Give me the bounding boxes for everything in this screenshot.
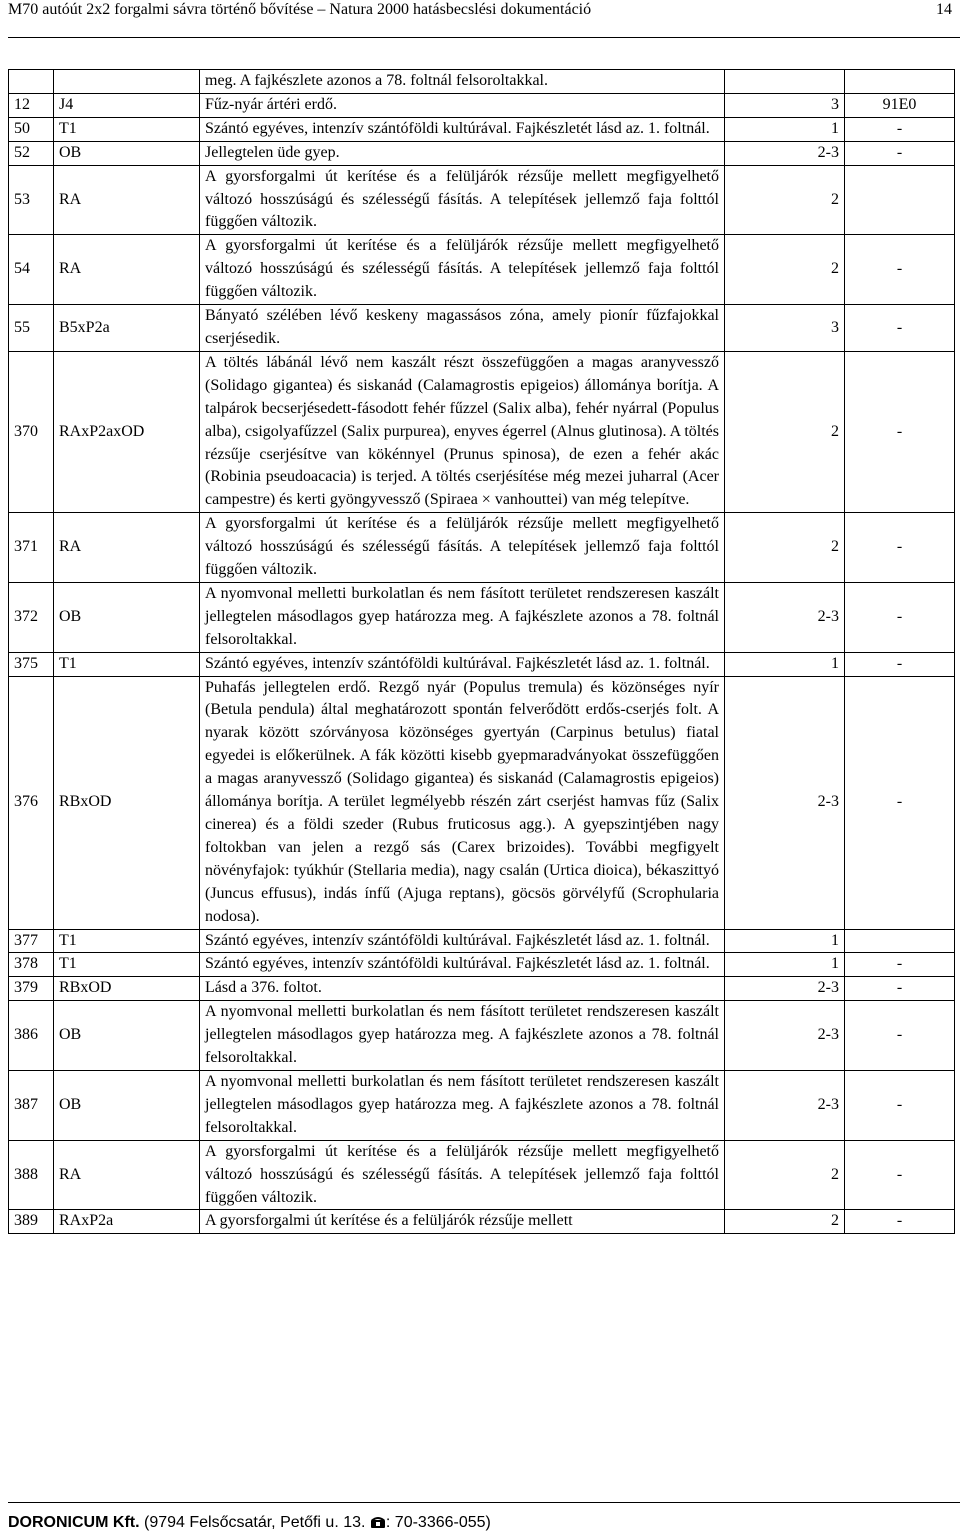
habitat-id-cell: 375 bbox=[9, 652, 54, 676]
habitat-table-body bbox=[9, 70, 955, 1234]
habitat-id-cell: 387 bbox=[9, 1070, 54, 1140]
table-row bbox=[9, 582, 955, 652]
natura-code-cell bbox=[845, 165, 955, 235]
natura-code-cell: - bbox=[845, 235, 955, 305]
page-number: 14 bbox=[936, 1, 952, 18]
habitat-id-cell: 54 bbox=[9, 235, 54, 305]
habitat-value-cell: 3 bbox=[725, 305, 845, 352]
habitat-code-cell: OB bbox=[54, 582, 200, 652]
habitat-value-cell: 2-3 bbox=[725, 676, 845, 929]
habitat-code-cell: RAxP2axOD bbox=[54, 351, 200, 512]
natura-code-cell: - bbox=[845, 953, 955, 977]
natura-code-cell: - bbox=[845, 513, 955, 583]
habitat-code-cell: RA bbox=[54, 513, 200, 583]
habitat-value-cell: 2-3 bbox=[725, 582, 845, 652]
footer-address: (9794 Felsőcsatár, Petőfi u. 13. bbox=[139, 1514, 370, 1531]
habitat-code-cell: RA bbox=[54, 1140, 200, 1210]
habitat-id-cell: 376 bbox=[9, 676, 54, 929]
habitat-value-cell: 1 bbox=[725, 117, 845, 141]
habitat-id-cell: 388 bbox=[9, 1140, 54, 1210]
table-row bbox=[9, 351, 955, 512]
habitat-code-cell: T1 bbox=[54, 929, 200, 953]
habitat-description-cell: Bányató szélében lévő keskeny magassásos zóna, amely pionír fűzfajokkal cserjésedik. bbox=[200, 305, 725, 352]
table-row bbox=[9, 235, 955, 305]
habitat-value-cell: 3 bbox=[725, 93, 845, 117]
natura-code-cell: - bbox=[845, 977, 955, 1001]
habitat-value-cell: 2 bbox=[725, 513, 845, 583]
habitat-value-cell: 1 bbox=[725, 929, 845, 953]
natura-code-cell: - bbox=[845, 141, 955, 165]
habitat-id-cell: 55 bbox=[9, 305, 54, 352]
table-row bbox=[9, 141, 955, 165]
footer-phone: : 70-3366-055) bbox=[385, 1514, 491, 1531]
habitat-code-cell: RBxOD bbox=[54, 977, 200, 1001]
natura-code-cell bbox=[845, 929, 955, 953]
habitat-description-cell: A gyorsforgalmi út kerítése és a felüljárók rézsűje mellett megfigyelhető változó hosszúságú és szélességű fásítás. A telepítések jellemző faja folttól függően változik. bbox=[200, 513, 725, 583]
habitat-description-cell: Fűz-nyár ártéri erdő. bbox=[200, 93, 725, 117]
habitat-id-cell: 371 bbox=[9, 513, 54, 583]
phone-icon bbox=[370, 1515, 386, 1535]
natura-code-cell: - bbox=[845, 351, 955, 512]
habitat-code-cell: T1 bbox=[54, 652, 200, 676]
document-title: M70 autóút 2x2 forgalmi sávra történő bővítése – Natura 2000 hatásbecslési dokumentáció bbox=[8, 1, 592, 18]
table-row bbox=[9, 1140, 955, 1210]
table-row bbox=[9, 117, 955, 141]
habitat-description-cell: A nyomvonal melletti burkolatlan és nem fásított területet rendszeresen kaszált jellegtelen másodlagos gyep határozza meg. A fajkészlete azonos a 78. foltnál felsoroltakkal. bbox=[200, 582, 725, 652]
habitat-code-cell: T1 bbox=[54, 117, 200, 141]
habitat-description-cell: A gyorsforgalmi út kerítése és a felüljárók rézsűje mellett megfigyelhető változó hosszúságú és szélességű fásítás. A telepítések jellemző faja folttól függően változik. bbox=[200, 165, 725, 235]
habitat-id-cell: 52 bbox=[9, 141, 54, 165]
habitat-id-cell: 370 bbox=[9, 351, 54, 512]
habitat-description-cell: A gyorsforgalmi út kerítése és a felüljárók rézsűje mellett megfigyelhető változó hosszúságú és szélességű fásítás. A telepítések jellemző faja folttól függően változik. bbox=[200, 235, 725, 305]
habitat-description-cell: Lásd a 376. foltot. bbox=[200, 977, 725, 1001]
habitat-code-cell: T1 bbox=[54, 953, 200, 977]
habitat-value-cell: 2 bbox=[725, 351, 845, 512]
table-row bbox=[9, 70, 955, 94]
habitat-value-cell: 2 bbox=[725, 165, 845, 235]
page-header bbox=[8, 0, 960, 38]
habitat-id-cell: 386 bbox=[9, 1001, 54, 1071]
habitat-description-cell: A töltés lábánál lévő nem kaszált részt összefüggően a magas aranyvessző (Solidago gigantea) és siskanád (Calamagrostis epigeios) állománya borítja. A talpárok becserjésedett-fásodott fehér fűzzel (Salix alba), fehér nyárral (Populus alba), csigolyafűzzel (Salix purpurea), enyves égerrel (Alnus glutinosa). A töltés rézsűje cserjésítve van kökénnyel (Prunus spinosa), de ezen a fehér akác (Robinia pseudoacacia) is terjed. A töltés cserjésítése még mezei juharral (Acer campestre) és kerti gyöngyvessző (Spiraea × vanhouttei) van még telepítve. bbox=[200, 351, 725, 512]
natura-code-cell: - bbox=[845, 305, 955, 352]
habitat-value-cell: 2-3 bbox=[725, 141, 845, 165]
habitat-value-cell: 2-3 bbox=[725, 977, 845, 1001]
habitat-value-cell: 2 bbox=[725, 1210, 845, 1234]
natura-code-cell: 91E0 bbox=[845, 93, 955, 117]
table-row bbox=[9, 305, 955, 352]
table-row bbox=[9, 93, 955, 117]
habitat-description-cell: Jellegtelen üde gyep. bbox=[200, 141, 725, 165]
table-row bbox=[9, 1210, 955, 1234]
habitat-code-cell: RA bbox=[54, 165, 200, 235]
habitat-code-cell bbox=[54, 70, 200, 94]
habitat-id-cell: 12 bbox=[9, 93, 54, 117]
habitat-value-cell: 1 bbox=[725, 953, 845, 977]
habitat-description-cell: A gyorsforgalmi út kerítése és a felüljárók rézsűje mellett bbox=[200, 1210, 725, 1234]
habitat-value-cell: 2-3 bbox=[725, 1070, 845, 1140]
table-row bbox=[9, 1001, 955, 1071]
habitat-description-cell: Szántó egyéves, intenzív szántóföldi kultúrával. Fajkészletét lásd az. 1. foltnál. bbox=[200, 953, 725, 977]
habitat-id-cell: 53 bbox=[9, 165, 54, 235]
habitat-code-cell: OB bbox=[54, 141, 200, 165]
habitat-description-cell: Szántó egyéves, intenzív szántóföldi kultúrával. Fajkészletét lásd az. 1. foltnál. bbox=[200, 652, 725, 676]
habitat-description-cell: A nyomvonal melletti burkolatlan és nem fásított területet rendszeresen kaszált jellegtelen másodlagos gyep határozza meg. A fajkészlete azonos a 78. foltnál felsoroltakkal. bbox=[200, 1070, 725, 1140]
natura-code-cell: - bbox=[845, 1070, 955, 1140]
habitat-code-cell: RBxOD bbox=[54, 676, 200, 929]
habitat-code-cell: J4 bbox=[54, 93, 200, 117]
habitat-table bbox=[8, 69, 955, 1234]
table-row bbox=[9, 513, 955, 583]
habitat-id-cell: 377 bbox=[9, 929, 54, 953]
habitat-id-cell: 50 bbox=[9, 117, 54, 141]
table-row bbox=[9, 652, 955, 676]
natura-code-cell: - bbox=[845, 582, 955, 652]
page-footer bbox=[8, 1502, 960, 1531]
natura-code-cell: - bbox=[845, 1140, 955, 1210]
natura-code-cell: - bbox=[845, 676, 955, 929]
footer-contact bbox=[8, 1513, 491, 1535]
habitat-value-cell: 2 bbox=[725, 235, 845, 305]
habitat-id-cell: 379 bbox=[9, 977, 54, 1001]
natura-code-cell: - bbox=[845, 117, 955, 141]
natura-code-cell bbox=[845, 70, 955, 94]
table-row bbox=[9, 165, 955, 235]
table-row bbox=[9, 929, 955, 953]
habitat-description-cell: A nyomvonal melletti burkolatlan és nem fásított területet rendszeresen kaszált jellegtelen másodlagos gyep határozza meg. A fajkészlete azonos a 78. foltnál felsoroltakkal. bbox=[200, 1001, 725, 1071]
habitat-id-cell: 378 bbox=[9, 953, 54, 977]
natura-code-cell: - bbox=[845, 652, 955, 676]
habitat-description-cell: Szántó egyéves, intenzív szántóföldi kultúrával. Fajkészletét lásd az. 1. foltnál. bbox=[200, 929, 725, 953]
habitat-code-cell: OB bbox=[54, 1070, 200, 1140]
habitat-code-cell: B5xP2a bbox=[54, 305, 200, 352]
table-row bbox=[9, 977, 955, 1001]
habitat-id-cell: 372 bbox=[9, 582, 54, 652]
table-row bbox=[9, 676, 955, 929]
footer-company: DORONICUM Kft. bbox=[8, 1514, 140, 1531]
habitat-id-cell: 389 bbox=[9, 1210, 54, 1234]
habitat-value-cell bbox=[725, 70, 845, 94]
habitat-description-cell: A gyorsforgalmi út kerítése és a felüljárók rézsűje mellett megfigyelhető változó hosszúságú és szélességű fásítás. A telepítések jellemző faja folttól függően változik. bbox=[200, 1140, 725, 1210]
table-row bbox=[9, 953, 955, 977]
natura-code-cell: - bbox=[845, 1001, 955, 1071]
natura-code-cell: - bbox=[845, 1210, 955, 1234]
habitat-code-cell: RA bbox=[54, 235, 200, 305]
habitat-code-cell: RAxP2a bbox=[54, 1210, 200, 1234]
habitat-value-cell: 2 bbox=[725, 1140, 845, 1210]
habitat-code-cell: OB bbox=[54, 1001, 200, 1071]
habitat-value-cell: 1 bbox=[725, 652, 845, 676]
habitat-description-cell: Puhafás jellegtelen erdő. Rezgő nyár (Populus tremula) és közönséges nyír (Betula pendula) által meghatározott spontán felverődött erdős-cserjés folt. A nyarak között szórványosa közönséges gyertyán (Carpinus betulus) fiatal egyedei is előkerülnek. A fák közötti kisebb gyepmaradványokat összefüggően a magas aranyvessző (Solidago gigantea) és siskanád (Calamagrostis epigeios) állománya borítja. A terület legmélyebb részén zárt cserjést hamvas fűz (Salix cinerea) és a földi szeder (Rubus fruticosus agg.). A gyepszintjében nagy foltokban van jelen a rezgő sás (Carex brizoides). További megfigyelt növényfajok: tyúkhúr (Stellaria media), nagy csalán (Urtica dioica), békaszittyó (Juncus effusus), indás ínfű (Ajuga reptans), göcsös görvélyfű (Scrophularia nodosa). bbox=[200, 676, 725, 929]
habitat-id-cell bbox=[9, 70, 54, 94]
habitat-value-cell: 2-3 bbox=[725, 1001, 845, 1071]
habitat-description-cell: meg. A fajkészlete azonos a 78. foltnál felsoroltakkal. bbox=[200, 70, 725, 94]
habitat-description-cell: Szántó egyéves, intenzív szántóföldi kultúrával. Fajkészletét lásd az. 1. foltnál. bbox=[200, 117, 725, 141]
table-row bbox=[9, 1070, 955, 1140]
